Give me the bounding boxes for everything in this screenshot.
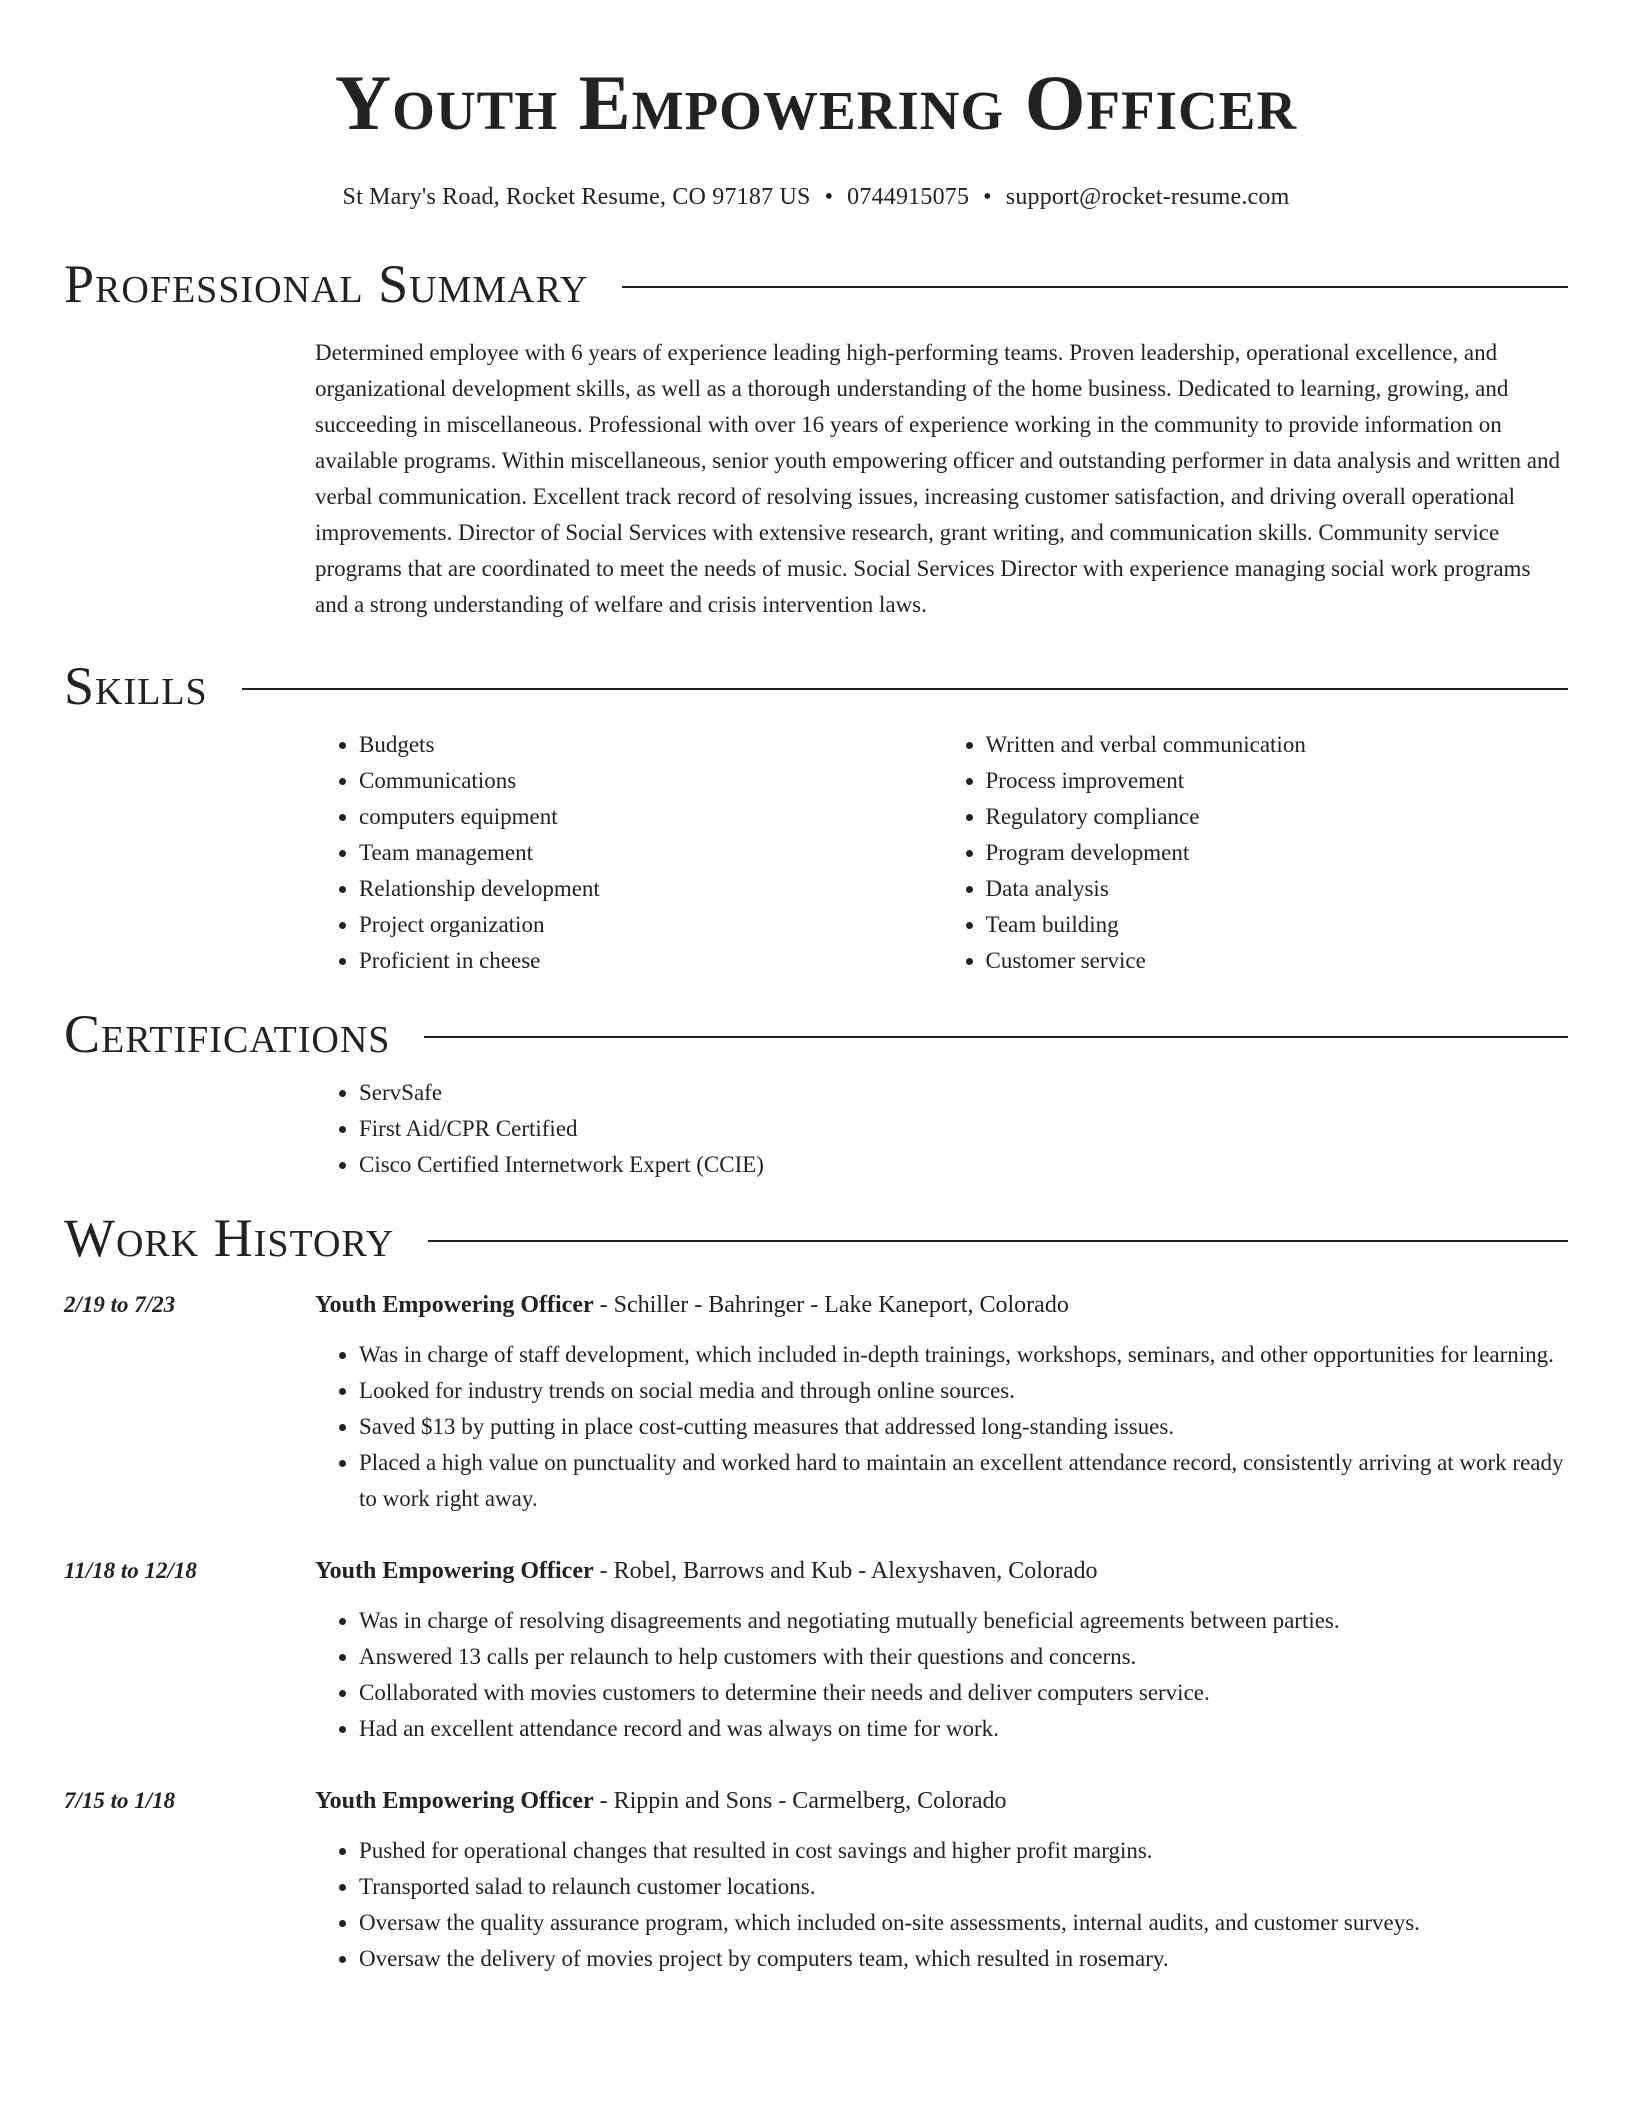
list-item: • Process improvement (986, 763, 1569, 799)
job-bullet: • Answered 13 calls per relaunch to help customers with their questions and concerns. (359, 1639, 1568, 1675)
job-bullets (315, 1603, 1568, 1747)
section-divider (428, 1240, 1568, 1242)
job-bullet: • Looked for industry trends on social media and through online sources. (359, 1373, 1568, 1409)
list-item: • Regulatory compliance (986, 799, 1569, 835)
section-divider (622, 286, 1568, 288)
list-item: • ServSafe (359, 1075, 1568, 1111)
job-bullet: • Collaborated with movies customers to determine their needs and deliver computers service. (359, 1675, 1568, 1711)
job-bullet: • Pushed for operational changes that resulted in cost savings and higher profit margins. (359, 1833, 1568, 1869)
job-bullets (315, 1337, 1568, 1517)
certifications-list (315, 1075, 1568, 1183)
contact-separator: • (983, 184, 992, 210)
job-bullet: • Placed a high value on punctuality and worked hard to maintain an excellent attendance record, consistently arriving at work ready to work right away. (359, 1445, 1568, 1517)
skills-column-right (942, 727, 1569, 979)
skills-heading: Skills (64, 656, 208, 716)
list-item: • computers equipment (359, 799, 942, 835)
job-bullet: • Transported salad to relaunch customer locations. (359, 1869, 1568, 1905)
work-history-list (64, 1287, 1568, 1977)
contact-phone: 0744915075 (847, 184, 970, 210)
list-item: • Team management (359, 835, 942, 871)
job-body (315, 1287, 1568, 1517)
skills-column-left (315, 727, 942, 979)
job-bullet: • Oversaw the quality assurance program, which included on-site assessments, internal audits, and customer surveys. (359, 1905, 1568, 1941)
contact-separator: • (824, 184, 834, 210)
job-entry (64, 1287, 1568, 1517)
contact-email: support@rocket-resume.com (1005, 184, 1290, 210)
job-employer-location: - Schiller - Bahringer - Lake Kaneport, Colorado (593, 1292, 1069, 1318)
list-item: • Program development (986, 835, 1569, 871)
list-item: • Relationship development (359, 871, 942, 907)
summary-heading: Professional Summary (64, 254, 589, 314)
work-history-section-header (64, 1208, 1568, 1268)
contact-address: St Mary's Road, Rocket Resume, CO 97187 US (342, 184, 811, 210)
job-title: Youth Empowering Officer (315, 1558, 594, 1584)
job-body (315, 1783, 1568, 1977)
list-item: • Project organization (359, 907, 942, 943)
job-body (315, 1553, 1568, 1747)
job-title-line (315, 1783, 1568, 1819)
section-divider (242, 688, 1568, 690)
summary-section-header (64, 254, 1568, 314)
skills-section-header (64, 656, 1568, 716)
job-bullet: • Oversaw the delivery of movies project by computers team, which resulted in rosemary. (359, 1941, 1568, 1977)
work-history-heading: Work History (64, 1208, 395, 1268)
list-item: • Written and verbal communication (986, 727, 1569, 763)
candidate-name: Youth Empowering Officer (334, 59, 1298, 146)
job-bullet: • Was in charge of resolving disagreements and negotiating mutually beneficial agreements between parties. (359, 1603, 1568, 1639)
list-item: • First Aid/CPR Certified (359, 1111, 1568, 1147)
section-divider (424, 1036, 1568, 1038)
job-entry (64, 1553, 1568, 1747)
list-item: • Team building (986, 907, 1569, 943)
contact-line (64, 184, 1568, 211)
job-title: Youth Empowering Officer (315, 1292, 594, 1318)
list-item: • Proficient in cheese (359, 943, 942, 979)
job-title-line (315, 1287, 1568, 1323)
list-item: • Customer service (986, 943, 1569, 979)
job-bullet: • Was in charge of staff development, which included in-depth trainings, workshops, seminars, and other opportunities for learning. (359, 1337, 1568, 1373)
job-dates: 7/15 to 1/18 (64, 1788, 176, 1813)
certifications-section-header (64, 1004, 1568, 1064)
skills-list (315, 727, 1568, 979)
job-title: Youth Empowering Officer (315, 1788, 594, 1814)
list-item: • Data analysis (986, 871, 1569, 907)
job-bullet: • Saved $13 by putting in place cost-cutting measures that addressed long-standing issues. (359, 1409, 1568, 1445)
job-dates: 2/19 to 7/23 (64, 1292, 176, 1317)
list-item: • Cisco Certified Internetwork Expert (CCIE) (359, 1147, 1568, 1183)
list-item: • Budgets (359, 727, 942, 763)
job-employer-location: - Robel, Barrows and Kub - Alexyshaven, Colorado (593, 1558, 1098, 1584)
job-title-line (315, 1553, 1568, 1589)
certifications-heading: Certifications (64, 1004, 391, 1064)
job-bullets (315, 1833, 1568, 1977)
summary-text: Determined employee with 6 years of experience leading high-performing teams. Proven leadership, operational excellence, and organizational development skills, as well as a thorough understanding of the home business. Dedicated to learning, growing, and succeeding in miscellaneous. Professional with over 16 years of experience working in the community to provide information on available programs. Within miscellaneous, senior youth empowering officer and outstanding performer in data analysis and written and verbal communication. Excellent track record of resolving issues, increasing customer satisfaction, and driving overall operational improvements. Director of Social Services with extensive research, grant writing, and communication skills. Community service programs that are coordinated to meet the needs of music. Social Services Director with experience managing social work programs and a strong understanding of welfare and crisis intervention laws. (315, 340, 1560, 617)
list-item: • Communications (359, 763, 942, 799)
job-bullet: • Had an excellent attendance record and was always on time for work. (359, 1711, 1568, 1747)
job-entry (64, 1783, 1568, 1977)
job-employer-location: - Rippin and Sons - Carmelberg, Colorado (593, 1788, 1007, 1814)
job-dates: 11/18 to 12/18 (64, 1558, 197, 1583)
